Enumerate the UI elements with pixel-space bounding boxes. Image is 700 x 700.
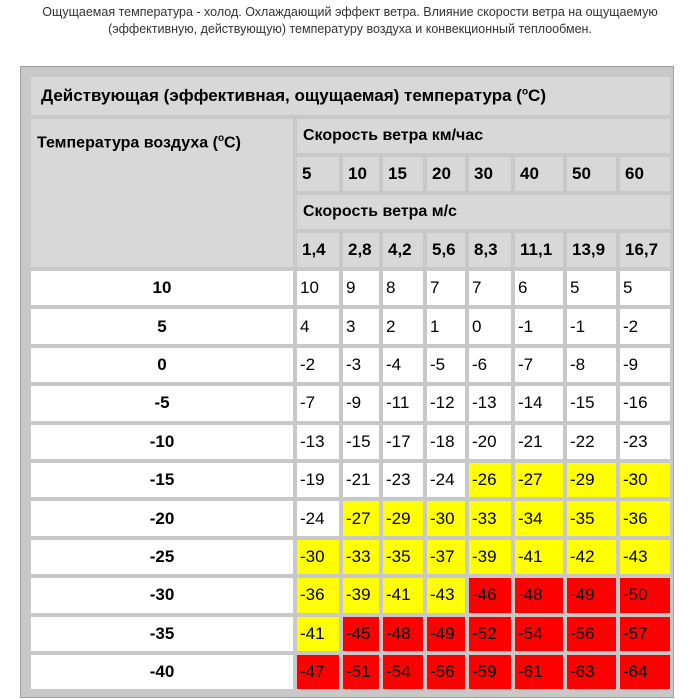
feels-like-value: -15 [565,384,618,422]
feels-like-value: -23 [618,423,672,461]
air-temp-value: -15 [29,461,295,499]
wind-ms-value: 4,2 [381,231,425,269]
wind-ms-value: 8,3 [467,231,513,269]
feels-like-value: -12 [425,384,467,422]
wind-kmh-value: 60 [618,155,672,193]
feels-like-value: -9 [341,384,381,422]
feels-like-value: -22 [565,423,618,461]
feels-like-value: -51 [341,653,381,691]
air-temp-header [29,117,295,269]
feels-like-value: -13 [467,384,513,422]
feels-like-value: -1 [565,307,618,345]
feels-like-value: -63 [565,653,618,691]
feels-like-value: -13 [295,423,341,461]
feels-like-value: -20 [467,423,513,461]
wind-ms-value: 11,1 [513,231,565,269]
feels-like-value: -5 [425,346,467,384]
feels-like-value: -48 [513,576,565,614]
feels-like-value: 5 [565,269,618,307]
feels-like-value: -46 [467,576,513,614]
feels-like-value: -52 [467,615,513,653]
feels-like-value: -29 [381,499,425,537]
feels-like-value: -48 [381,615,425,653]
wind-ms-value: 16,7 [618,231,672,269]
feels-like-value: -41 [295,615,341,653]
feels-like-value: -9 [618,346,672,384]
feels-like-value: 6 [513,269,565,307]
feels-like-value: -21 [513,423,565,461]
feels-like-value: -2 [295,346,341,384]
wind-kmh-value: 10 [341,155,381,193]
feels-like-value: -64 [618,653,672,691]
feels-like-value: -29 [565,461,618,499]
feels-like-value: 4 [295,307,341,345]
air-temp-value: 5 [29,307,295,345]
feels-like-value: -30 [295,538,341,576]
feels-like-value: -8 [565,346,618,384]
feels-like-value: -42 [565,538,618,576]
feels-like-value: -15 [341,423,381,461]
feels-like-value: -33 [467,499,513,537]
wind-kmh-value: 50 [565,155,618,193]
air-temp-value: 10 [29,269,295,307]
wind-kmh-value: 30 [467,155,513,193]
feels-like-value: 5 [618,269,672,307]
feels-like-value: -50 [618,576,672,614]
feels-like-value: -4 [381,346,425,384]
feels-like-value: 1 [425,307,467,345]
feels-like-value: -30 [425,499,467,537]
feels-like-value: -56 [425,653,467,691]
wind-kmh-value: 5 [295,155,341,193]
feels-like-value: -2 [618,307,672,345]
air-temp-value: -5 [29,384,295,422]
wind-chill-table [20,66,674,698]
wind-ms-header: Скорость ветра м/с [295,193,672,231]
wind-ms-value: 1,4 [295,231,341,269]
page-caption: Ощущаемая температура - холод. Охлаждающий эффект ветра. Влияние скорости ветра на ощущаемую (эффективную, действующую) температуру воздуха и конвекционный теплообмен. [42,5,658,36]
air-temp-value: -40 [29,653,295,691]
air-temp-value: -25 [29,538,295,576]
air-temp-header-text: Температура воздуха ($^о$С) [37,133,241,152]
feels-like-value: -33 [341,538,381,576]
feels-like-value: -24 [425,461,467,499]
feels-like-value: -45 [341,615,381,653]
feels-like-value: 8 [381,269,425,307]
feels-like-value: -54 [513,615,565,653]
feels-like-value: -34 [513,499,565,537]
feels-like-value: -36 [295,576,341,614]
wind-kmh-value: 15 [381,155,425,193]
feels-like-value: -36 [618,499,672,537]
wind-ms-value: 13,9 [565,231,618,269]
feels-like-value: -19 [295,461,341,499]
feels-like-value: -24 [295,499,341,537]
air-temp-value: 0 [29,346,295,384]
feels-like-value: -7 [295,384,341,422]
feels-like-value: -43 [425,576,467,614]
feels-like-value: -18 [425,423,467,461]
feels-like-value: 7 [425,269,467,307]
table-title [29,75,672,117]
feels-like-value: -27 [341,499,381,537]
wind-kmh-value: 40 [513,155,565,193]
feels-like-value: -26 [467,461,513,499]
wind-kmh-value: 20 [425,155,467,193]
feels-like-value: -59 [467,653,513,691]
feels-like-value: 0 [467,307,513,345]
feels-like-value: -30 [618,461,672,499]
feels-like-value: -43 [618,538,672,576]
feels-like-value: -7 [513,346,565,384]
feels-like-value: -6 [467,346,513,384]
feels-like-value: -21 [341,461,381,499]
air-temp-value: -35 [29,615,295,653]
feels-like-value: -41 [513,538,565,576]
wind-ms-value: 2,8 [341,231,381,269]
feels-like-value: -23 [381,461,425,499]
feels-like-value: -41 [381,576,425,614]
feels-like-value: -1 [513,307,565,345]
feels-like-value: 10 [295,269,341,307]
air-temp-value: -10 [29,423,295,461]
feels-like-value: -61 [513,653,565,691]
table-title-text: Действующая (эффективная, ощущаемая) температура ($^о$С) [41,86,546,105]
wind-kmh-header: Скорость ветра км/час [295,117,672,155]
feels-like-value: 2 [381,307,425,345]
air-temp-value: -30 [29,576,295,614]
feels-like-value: -11 [381,384,425,422]
feels-like-value: -54 [381,653,425,691]
feels-like-value: -47 [295,653,341,691]
feels-like-value: 9 [341,269,381,307]
feels-like-value: 7 [467,269,513,307]
feels-like-value: -3 [341,346,381,384]
feels-like-value: 3 [341,307,381,345]
feels-like-value: -14 [513,384,565,422]
feels-like-value: -57 [618,615,672,653]
feels-like-value: -56 [565,615,618,653]
feels-like-value: -39 [341,576,381,614]
feels-like-value: -16 [618,384,672,422]
feels-like-value: -37 [425,538,467,576]
feels-like-value: -49 [425,615,467,653]
feels-like-value: -39 [467,538,513,576]
air-temp-value: -20 [29,499,295,537]
feels-like-value: -35 [381,538,425,576]
wind-ms-value: 5,6 [425,231,467,269]
feels-like-value: -35 [565,499,618,537]
feels-like-value: -27 [513,461,565,499]
feels-like-value: -49 [565,576,618,614]
feels-like-value: -17 [381,423,425,461]
